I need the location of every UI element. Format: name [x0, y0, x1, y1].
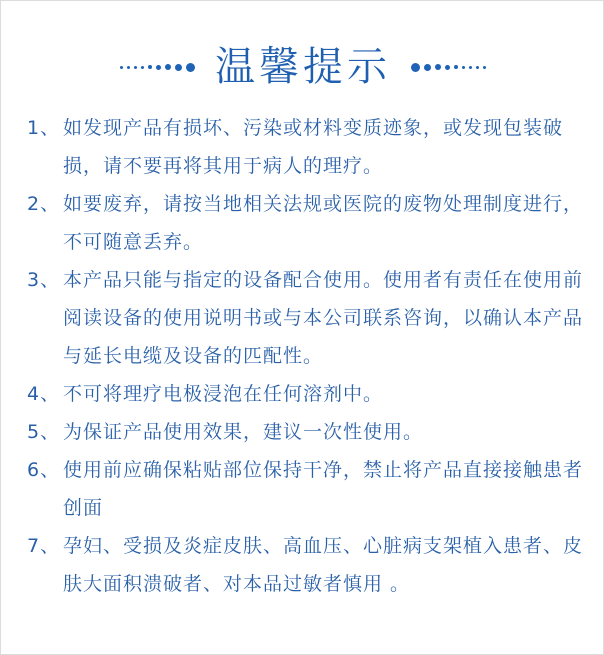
item-text: 本产品只能与指定的设备配合使用。使用者有责任在使用前阅读设备的使用说明书或与本公司联系咨询，以确认本产品与延长电缆及设备的匹配性。 — [63, 269, 584, 367]
item-text: 为保证产品使用效果，建议一次性使用。 — [63, 421, 424, 443]
item-number: 4、 — [27, 383, 61, 405]
notice-list — [27, 109, 587, 603]
item-number: 2、 — [27, 193, 61, 215]
notice-item-4 — [27, 375, 587, 413]
item-number: 7、 — [27, 535, 61, 557]
notice-item-3 — [27, 261, 587, 375]
item-number: 5、 — [27, 421, 61, 443]
item-text: 如发现产品有损坏、污染或材料变质迹象，或发现包装破损，请不要再将其用于病人的理疗。 — [63, 117, 564, 177]
item-number: 6、 — [27, 459, 61, 481]
notice-item-1 — [27, 109, 587, 185]
item-text: 不可将理疗电极浸泡在任何溶剂中。 — [63, 383, 384, 405]
page-title: 温馨提示 — [215, 44, 391, 90]
right-dots-decoration — [411, 63, 486, 72]
item-text: 孕妇、受损及炎症皮肤、高血压、心脏病支架植入患者、皮肤大面积溃破者、对本品过敏者慎用 。 — [63, 535, 584, 595]
notice-item-7 — [27, 527, 587, 603]
notice-item-2 — [27, 185, 587, 261]
item-text: 如要废弃，请按当地相关法规或医院的废物处理制度进行，不可随意丢弃。 — [63, 193, 584, 253]
item-text: 使用前应确保粘贴部位保持干净，禁止将产品直接接触患者创面 — [63, 459, 584, 519]
notice-item-5 — [27, 413, 587, 451]
header — [1, 37, 604, 97]
left-dots-decoration — [120, 63, 195, 72]
notice-item-6 — [27, 451, 587, 527]
item-number: 1、 — [27, 117, 61, 139]
item-number: 3、 — [27, 269, 61, 291]
